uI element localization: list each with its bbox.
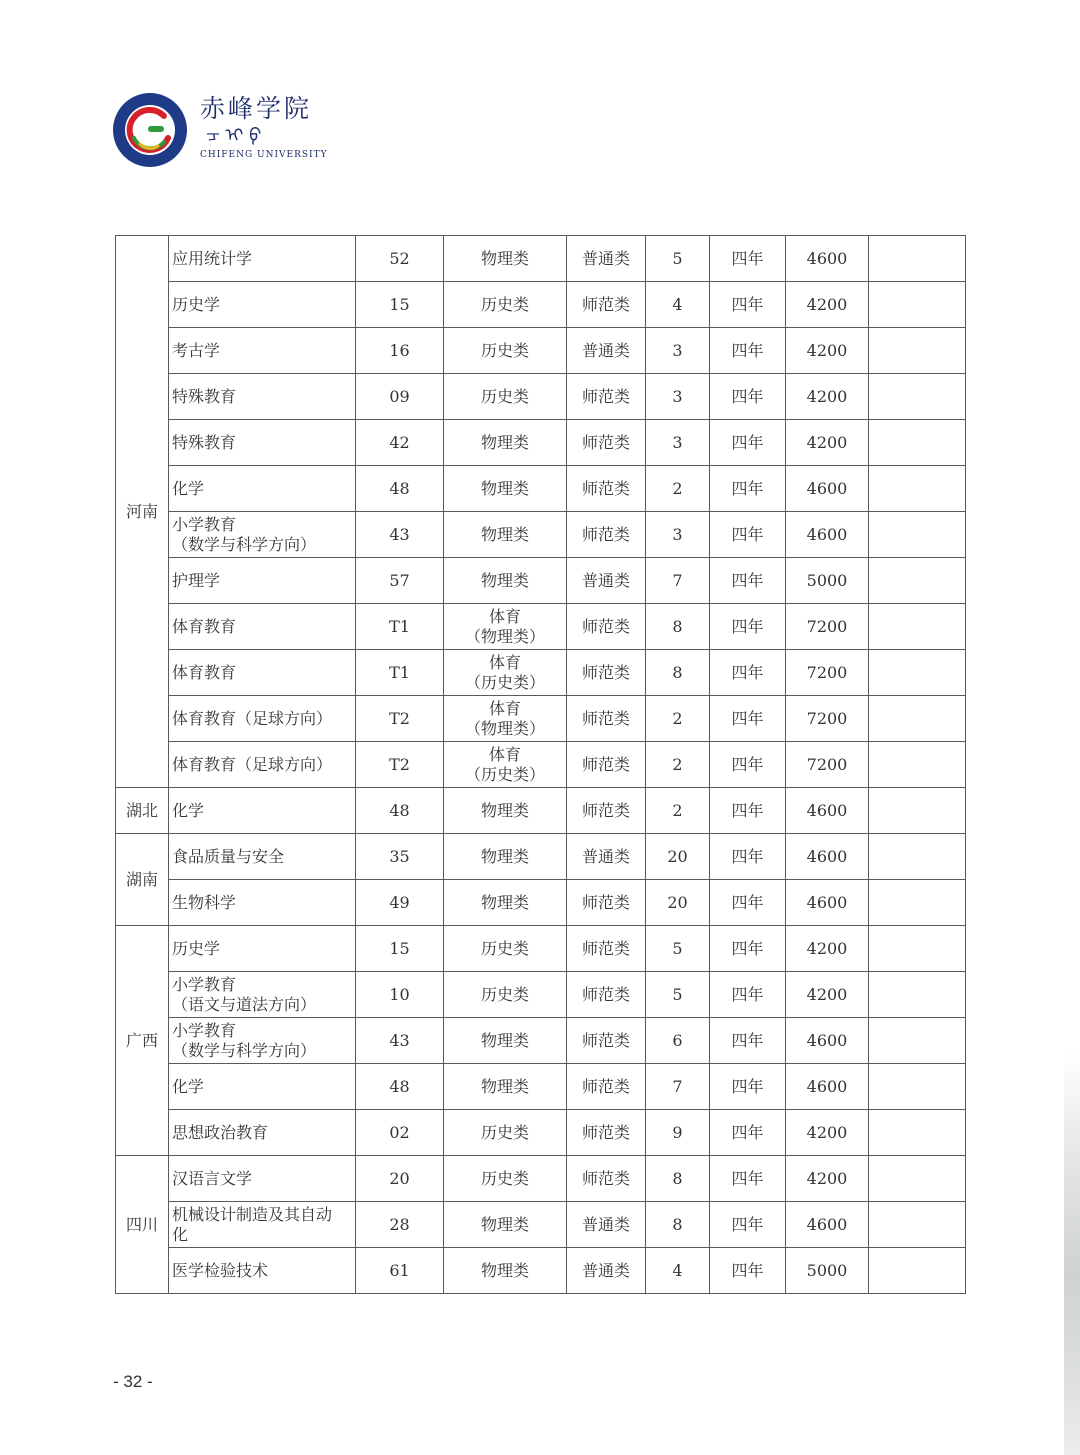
- category-cell: 普通类: [567, 834, 646, 880]
- table-row: [116, 742, 966, 788]
- subject-group-cell: 历史类: [444, 374, 567, 420]
- tuition-cell: 4200: [786, 374, 869, 420]
- major-cell: 应用统计学: [169, 236, 356, 282]
- category-cell: 师范类: [567, 1156, 646, 1202]
- major-cell: 化学: [169, 466, 356, 512]
- tuition-cell: 4200: [786, 420, 869, 466]
- note-cell: [869, 834, 966, 880]
- table-row: [116, 604, 966, 650]
- note-cell: [869, 788, 966, 834]
- duration-cell: 四年: [710, 1248, 786, 1294]
- category-cell: 师范类: [567, 972, 646, 1018]
- subject-group-cell: [444, 696, 567, 742]
- note-cell: [869, 1110, 966, 1156]
- tuition-cell: 5000: [786, 1248, 869, 1294]
- duration-cell: 四年: [710, 1110, 786, 1156]
- plan-count-cell: 3: [646, 420, 710, 466]
- major-cell: 生物科学: [169, 880, 356, 926]
- major-cell: [169, 1202, 356, 1248]
- note-cell: [869, 328, 966, 374]
- plan-count-cell: 7: [646, 1064, 710, 1110]
- category-cell: 普通类: [567, 328, 646, 374]
- subject-group-cell: 历史类: [444, 972, 567, 1018]
- note-cell: [869, 972, 966, 1018]
- subject-group-cell: 物理类: [444, 1202, 567, 1248]
- subject-group-cell: 物理类: [444, 558, 567, 604]
- major-code-cell: 15: [356, 282, 444, 328]
- plan-count-cell: 20: [646, 880, 710, 926]
- subject-group-cell: 物理类: [444, 236, 567, 282]
- major-code-cell: T2: [356, 696, 444, 742]
- plan-count-cell: 8: [646, 1156, 710, 1202]
- tuition-cell: 7200: [786, 604, 869, 650]
- major-cell: 体育教育（足球方向）: [169, 696, 356, 742]
- plan-count-cell: 8: [646, 1202, 710, 1248]
- subject-group-line-1: 体育: [488, 652, 521, 672]
- major-code-cell: 02: [356, 1110, 444, 1156]
- subject-group-cell: 历史类: [444, 328, 567, 374]
- category-cell: 师范类: [567, 650, 646, 696]
- major-line-1: 小学教育: [172, 974, 237, 994]
- table-row: [116, 282, 966, 328]
- major-cell: 特殊教育: [169, 420, 356, 466]
- major-code-cell: 15: [356, 926, 444, 972]
- duration-cell: 四年: [710, 236, 786, 282]
- subject-group-cell: 物理类: [444, 834, 567, 880]
- tuition-cell: 4600: [786, 880, 869, 926]
- major-cell: 特殊教育: [169, 374, 356, 420]
- tuition-cell: 5000: [786, 558, 869, 604]
- plan-count-cell: 2: [646, 466, 710, 512]
- tuition-cell: 7200: [786, 696, 869, 742]
- major-cell: 体育教育: [169, 604, 356, 650]
- plan-count-cell: 6: [646, 1018, 710, 1064]
- page-number: - 32 -: [113, 1372, 153, 1391]
- subject-group-cell: 历史类: [444, 282, 567, 328]
- table-row: [116, 972, 966, 1018]
- province-cell: 湖北: [116, 788, 169, 834]
- note-cell: [869, 650, 966, 696]
- note-cell: [869, 1018, 966, 1064]
- major-cell: 汉语言文学: [169, 1156, 356, 1202]
- university-name-mn: ᠴ ᠢ ᠹ: [206, 125, 262, 146]
- province-cell: 广西: [116, 926, 169, 1156]
- table-row: [116, 696, 966, 742]
- note-cell: [869, 604, 966, 650]
- major-cell: 历史学: [169, 926, 356, 972]
- note-cell: [869, 926, 966, 972]
- table-row: [116, 512, 966, 558]
- subject-group-cell: 历史类: [444, 1110, 567, 1156]
- duration-cell: 四年: [710, 604, 786, 650]
- note-cell: [869, 282, 966, 328]
- subject-group-cell: [444, 742, 567, 788]
- table-row: [116, 1018, 966, 1064]
- major-cell: 体育教育（足球方向）: [169, 742, 356, 788]
- major-code-cell: T2: [356, 742, 444, 788]
- plan-count-cell: 9: [646, 1110, 710, 1156]
- major-code-cell: 16: [356, 328, 444, 374]
- table-row: [116, 788, 966, 834]
- major-cell: [169, 972, 356, 1018]
- subject-group-cell: 物理类: [444, 880, 567, 926]
- duration-cell: 四年: [710, 926, 786, 972]
- tuition-cell: 4200: [786, 1156, 869, 1202]
- note-cell: [869, 1156, 966, 1202]
- plan-count-cell: 3: [646, 374, 710, 420]
- header: [112, 92, 342, 172]
- major-code-cell: 43: [356, 1018, 444, 1064]
- category-cell: 师范类: [567, 466, 646, 512]
- subject-group-cell: 物理类: [444, 1248, 567, 1294]
- major-code-cell: 09: [356, 374, 444, 420]
- major-cell: 考古学: [169, 328, 356, 374]
- table-row: [116, 1248, 966, 1294]
- subject-group-line-1: 体育: [488, 698, 521, 718]
- category-cell: 普通类: [567, 1248, 646, 1294]
- duration-cell: 四年: [710, 1018, 786, 1064]
- tuition-cell: 4200: [786, 972, 869, 1018]
- plan-count-cell: 7: [646, 558, 710, 604]
- major-code-cell: 10: [356, 972, 444, 1018]
- plan-count-cell: 5: [646, 926, 710, 972]
- note-cell: [869, 880, 966, 926]
- major-code-cell: T1: [356, 604, 444, 650]
- category-cell: 师范类: [567, 742, 646, 788]
- subject-group-cell: 历史类: [444, 926, 567, 972]
- major-line-2: （语文与道法方向）: [172, 994, 317, 1014]
- duration-cell: 四年: [710, 834, 786, 880]
- major-cell: [169, 512, 356, 558]
- tuition-cell: 4200: [786, 328, 869, 374]
- subject-group-line-1: 体育: [488, 744, 521, 764]
- category-cell: 普通类: [567, 558, 646, 604]
- major-cell: 体育教育: [169, 650, 356, 696]
- category-cell: 师范类: [567, 1018, 646, 1064]
- note-cell: [869, 1202, 966, 1248]
- subject-group-line-2: （历史类）: [464, 764, 545, 784]
- tuition-cell: 7200: [786, 742, 869, 788]
- major-cell: 食品质量与安全: [169, 834, 356, 880]
- category-cell: 师范类: [567, 926, 646, 972]
- major-cell: 化学: [169, 788, 356, 834]
- university-name-en: CHIFENG UNIVERSITY: [200, 150, 328, 160]
- duration-cell: 四年: [710, 1064, 786, 1110]
- category-cell: 师范类: [567, 512, 646, 558]
- major-line-1: 机械设计制造及其自动: [172, 1204, 333, 1224]
- subject-group-cell: 历史类: [444, 1156, 567, 1202]
- category-cell: 师范类: [567, 696, 646, 742]
- tuition-cell: 4600: [786, 236, 869, 282]
- subject-group-line-2: （物理类）: [464, 626, 545, 646]
- major-cell: 化学: [169, 1064, 356, 1110]
- major-code-cell: 49: [356, 880, 444, 926]
- subject-group-cell: 物理类: [444, 1064, 567, 1110]
- tuition-cell: 4600: [786, 1018, 869, 1064]
- plan-count-cell: 2: [646, 788, 710, 834]
- duration-cell: 四年: [710, 558, 786, 604]
- duration-cell: 四年: [710, 696, 786, 742]
- category-cell: 普通类: [567, 1202, 646, 1248]
- tuition-cell: 4200: [786, 926, 869, 972]
- category-cell: 师范类: [567, 604, 646, 650]
- subject-group-cell: 物理类: [444, 420, 567, 466]
- province-cell: 四川: [116, 1156, 169, 1294]
- note-cell: [869, 696, 966, 742]
- major-code-cell: 52: [356, 236, 444, 282]
- duration-cell: 四年: [710, 420, 786, 466]
- major-code-cell: 48: [356, 1064, 444, 1110]
- note-cell: [869, 236, 966, 282]
- duration-cell: 四年: [710, 374, 786, 420]
- table-row: [116, 558, 966, 604]
- subject-group-cell: [444, 604, 567, 650]
- subject-group-line-1: 体育: [488, 606, 521, 626]
- category-cell: 师范类: [567, 282, 646, 328]
- duration-cell: 四年: [710, 282, 786, 328]
- major-line-2: （数学与科学方向）: [172, 534, 317, 554]
- subject-group-line-2: （物理类）: [464, 718, 545, 738]
- plan-count-cell: 2: [646, 696, 710, 742]
- page-edge-decoration: [1064, 1050, 1080, 1455]
- subject-group-cell: 物理类: [444, 466, 567, 512]
- note-cell: [869, 1064, 966, 1110]
- university-name-cn: 赤峰学院: [200, 94, 313, 123]
- duration-cell: 四年: [710, 1156, 786, 1202]
- major-code-cell: T1: [356, 650, 444, 696]
- major-line-1: 小学教育: [172, 1020, 237, 1040]
- plan-count-cell: 4: [646, 282, 710, 328]
- note-cell: [869, 374, 966, 420]
- category-cell: 师范类: [567, 788, 646, 834]
- plan-count-cell: 8: [646, 604, 710, 650]
- major-cell: 护理学: [169, 558, 356, 604]
- major-line-2: （数学与科学方向）: [172, 1040, 317, 1060]
- duration-cell: 四年: [710, 880, 786, 926]
- major-code-cell: 57: [356, 558, 444, 604]
- table-row: [116, 880, 966, 926]
- tuition-cell: 4600: [786, 1064, 869, 1110]
- duration-cell: 四年: [710, 742, 786, 788]
- plan-count-cell: 4: [646, 1248, 710, 1294]
- subject-group-cell: 物理类: [444, 512, 567, 558]
- plan-count-cell: 5: [646, 972, 710, 1018]
- tuition-cell: 4600: [786, 512, 869, 558]
- duration-cell: 四年: [710, 512, 786, 558]
- table-row: [116, 1156, 966, 1202]
- tuition-cell: 4600: [786, 1202, 869, 1248]
- duration-cell: 四年: [710, 466, 786, 512]
- plan-count-cell: 8: [646, 650, 710, 696]
- major-cell: 历史学: [169, 282, 356, 328]
- major-code-cell: 20: [356, 1156, 444, 1202]
- table-row: [116, 328, 966, 374]
- plan-count-cell: 3: [646, 328, 710, 374]
- logo-text: [200, 94, 328, 162]
- major-cell: 医学检验技术: [169, 1248, 356, 1294]
- enrollment-plan-table: [115, 235, 966, 1294]
- tuition-cell: 4600: [786, 788, 869, 834]
- category-cell: 师范类: [567, 880, 646, 926]
- university-logo-icon: [112, 92, 188, 168]
- table-row: [116, 926, 966, 972]
- category-cell: 普通类: [567, 236, 646, 282]
- table-row: [116, 1202, 966, 1248]
- major-code-cell: 48: [356, 788, 444, 834]
- plan-count-cell: 3: [646, 512, 710, 558]
- table-row: [116, 236, 966, 282]
- major-code-cell: 35: [356, 834, 444, 880]
- major-cell: [169, 1018, 356, 1064]
- note-cell: [869, 420, 966, 466]
- duration-cell: 四年: [710, 788, 786, 834]
- major-code-cell: 43: [356, 512, 444, 558]
- note-cell: [869, 1248, 966, 1294]
- subject-group-cell: 物理类: [444, 788, 567, 834]
- duration-cell: 四年: [710, 328, 786, 374]
- category-cell: 师范类: [567, 1064, 646, 1110]
- note-cell: [869, 466, 966, 512]
- major-line-2: 化: [172, 1224, 189, 1244]
- major-line-1: 小学教育: [172, 514, 237, 534]
- category-cell: 师范类: [567, 374, 646, 420]
- province-cell: 河南: [116, 236, 169, 788]
- subject-group-cell: [444, 650, 567, 696]
- major-code-cell: 28: [356, 1202, 444, 1248]
- tuition-cell: 7200: [786, 650, 869, 696]
- major-code-cell: 48: [356, 466, 444, 512]
- duration-cell: 四年: [710, 650, 786, 696]
- major-cell: 思想政治教育: [169, 1110, 356, 1156]
- plan-count-cell: 20: [646, 834, 710, 880]
- major-code-cell: 61: [356, 1248, 444, 1294]
- province-cell: 湖南: [116, 834, 169, 926]
- plan-count-cell: 5: [646, 236, 710, 282]
- note-cell: [869, 512, 966, 558]
- table-row: [116, 834, 966, 880]
- tuition-cell: 4600: [786, 834, 869, 880]
- table-row: [116, 650, 966, 696]
- duration-cell: 四年: [710, 972, 786, 1018]
- plan-count-cell: 2: [646, 742, 710, 788]
- tuition-cell: 4200: [786, 1110, 869, 1156]
- note-cell: [869, 558, 966, 604]
- tuition-cell: 4600: [786, 466, 869, 512]
- table-row: [116, 1064, 966, 1110]
- table-row: [116, 466, 966, 512]
- category-cell: 师范类: [567, 1110, 646, 1156]
- category-cell: 师范类: [567, 420, 646, 466]
- table-row: [116, 374, 966, 420]
- table-row: [116, 1110, 966, 1156]
- note-cell: [869, 742, 966, 788]
- duration-cell: 四年: [710, 1202, 786, 1248]
- subject-group-line-2: （历史类）: [464, 672, 545, 692]
- major-code-cell: 42: [356, 420, 444, 466]
- table-row: [116, 420, 966, 466]
- subject-group-cell: 物理类: [444, 1018, 567, 1064]
- tuition-cell: 4200: [786, 282, 869, 328]
